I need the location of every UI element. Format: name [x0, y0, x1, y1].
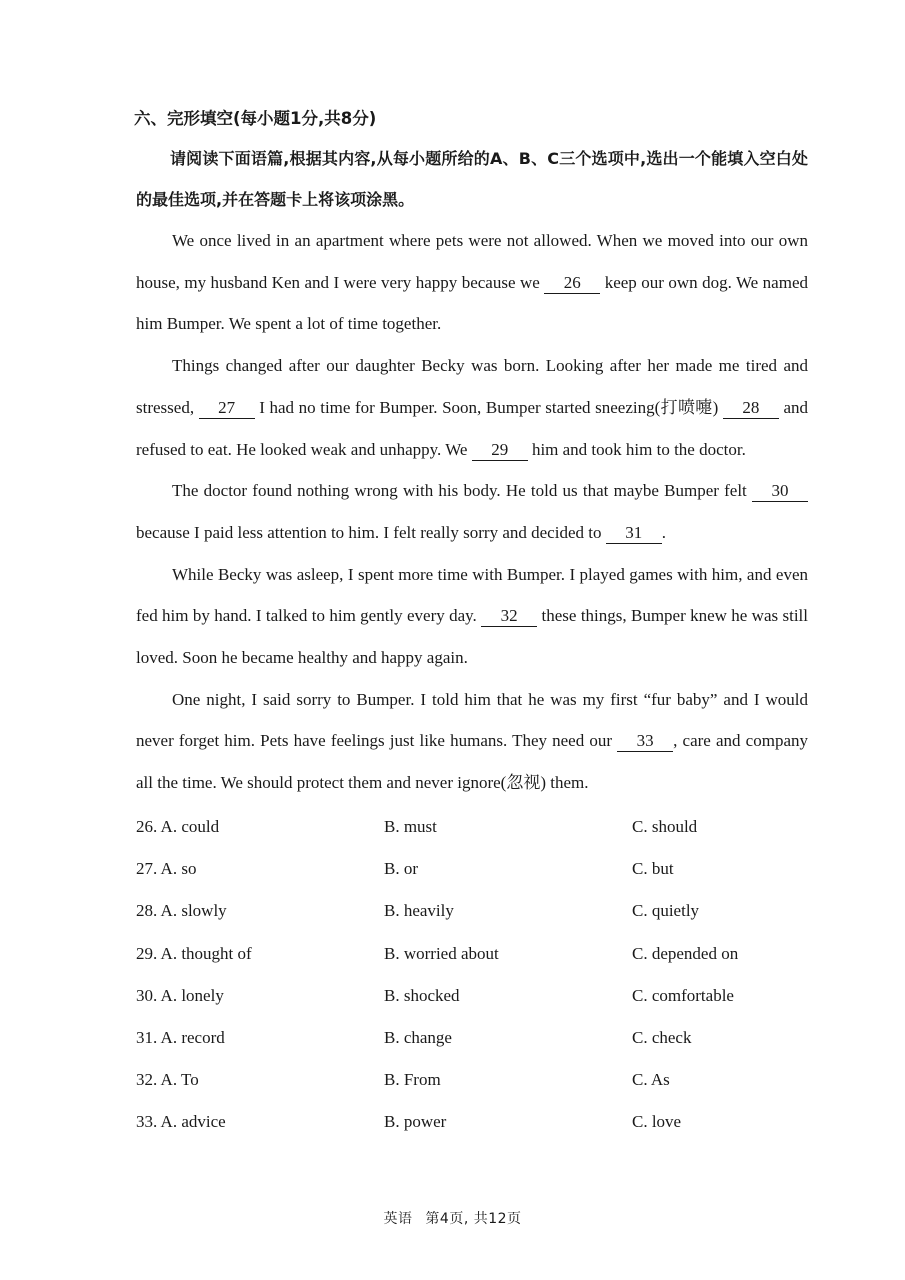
option-b: B. shocked: [384, 985, 460, 1005]
passage-paragraph-2: [136, 345, 808, 470]
question-row: [136, 1059, 808, 1101]
passage-paragraph-5: [136, 679, 808, 804]
option-a: 33. A. advice: [136, 1112, 226, 1132]
question-row: [136, 848, 808, 890]
blank-31: 31: [606, 523, 662, 544]
passage-text: Things changed after our daughter Becky was born. Looking after her made me tired and stressed,: [136, 356, 808, 417]
question-row: [136, 1017, 808, 1059]
section-title: 六、完形填空(每小题1分,共8分): [134, 109, 377, 128]
section-instruction: 请阅读下面语篇,根据其内容,从每小题所给的A、B、C三个选项中,选出一个能填入空白处的最佳选项,并在答题卡上将该项涂黑。: [136, 149, 808, 209]
passage-text: The doctor found nothing wrong with his body. He told us that maybe Bumper felt: [172, 481, 752, 501]
option-a: 27. A. so: [136, 859, 197, 879]
question-row: [136, 975, 808, 1017]
blank-32: 32: [481, 606, 537, 627]
question-options: [136, 806, 808, 1144]
exam-page: [136, 100, 808, 1143]
footer-page-number: 第4页, 共12页: [425, 1211, 522, 1227]
option-b: B. or: [384, 859, 418, 879]
passage-text: and refused to eat. He looked weak and unhappy. We: [136, 397, 809, 459]
passage-text: because I paid less attention to him. I felt really sorry and decided to: [136, 522, 606, 542]
option-c: C. quietly: [632, 901, 700, 921]
blank-33: 33: [617, 731, 673, 752]
passage-text: keep our own dog. We named him Bumper. We spent a lot of time together.: [136, 272, 809, 334]
blank-30: 30: [752, 481, 808, 502]
passage: [136, 220, 808, 804]
option-a: 26. A. could: [136, 816, 220, 836]
question-row: [136, 1101, 808, 1143]
option-b: B. must: [384, 816, 437, 836]
option-a: 32. A. To: [136, 1070, 199, 1090]
option-c: C. should: [632, 816, 698, 836]
passage-text: .: [661, 522, 666, 542]
question-row: [136, 806, 808, 848]
passage-text: We once lived in an apartment where pets were not allowed. When we moved into our own house, my husband Ken and I were very happy because we: [136, 231, 808, 292]
option-b: B. heavily: [384, 901, 454, 921]
option-a: 31. A. record: [136, 1027, 225, 1047]
option-c: C. check: [632, 1027, 692, 1047]
blank-27: 27: [199, 398, 255, 419]
footer-subject: 英语: [383, 1211, 413, 1227]
passage-text: One night, I said sorry to Bumper. I told him that he was my first “fur baby” and I would never forget him. Pets have feelings just like humans. They need our: [136, 689, 808, 751]
passage-paragraph-1: [136, 220, 808, 345]
passage-text: these things, Bumper knew he was still loved. Soon he became healthy and happy again.: [136, 606, 808, 668]
blank-26: 26: [544, 273, 600, 294]
option-c: C. As: [632, 1070, 670, 1090]
option-a: 29. A. thought of: [136, 943, 252, 963]
option-c: C. love: [632, 1112, 682, 1132]
passage-text: , care and company all the time. We should protect them and never ignore(忽视) them.: [136, 731, 808, 793]
passage-text: him and took him to the doctor.: [527, 439, 746, 459]
passage-paragraph-3: [136, 470, 808, 553]
option-c: C. but: [632, 859, 674, 879]
blank-29: 29: [472, 440, 528, 461]
option-b: B. worried about: [384, 943, 499, 963]
question-row: [136, 932, 808, 974]
option-c: C. comfortable: [632, 985, 734, 1005]
option-a: 28. A. slowly: [136, 901, 227, 921]
option-b: B. From: [384, 1070, 441, 1090]
passage-paragraph-4: [136, 554, 808, 679]
option-b: B. change: [384, 1027, 452, 1047]
blank-28: 28: [723, 398, 779, 419]
page-footer: [0, 1208, 905, 1228]
passage-text: While Becky was asleep, I spent more time with Bumper. I played games with him, and even fed him by hand. I talked to him gently every day.: [136, 564, 808, 626]
option-a: 30. A. lonely: [136, 985, 224, 1005]
option-c: C. depended on: [632, 943, 739, 963]
option-b: B. power: [384, 1112, 447, 1132]
passage-text: I had no time for Bumper. Soon, Bumper started sneezing(打喷嚏): [254, 397, 723, 417]
question-row: [136, 890, 808, 932]
